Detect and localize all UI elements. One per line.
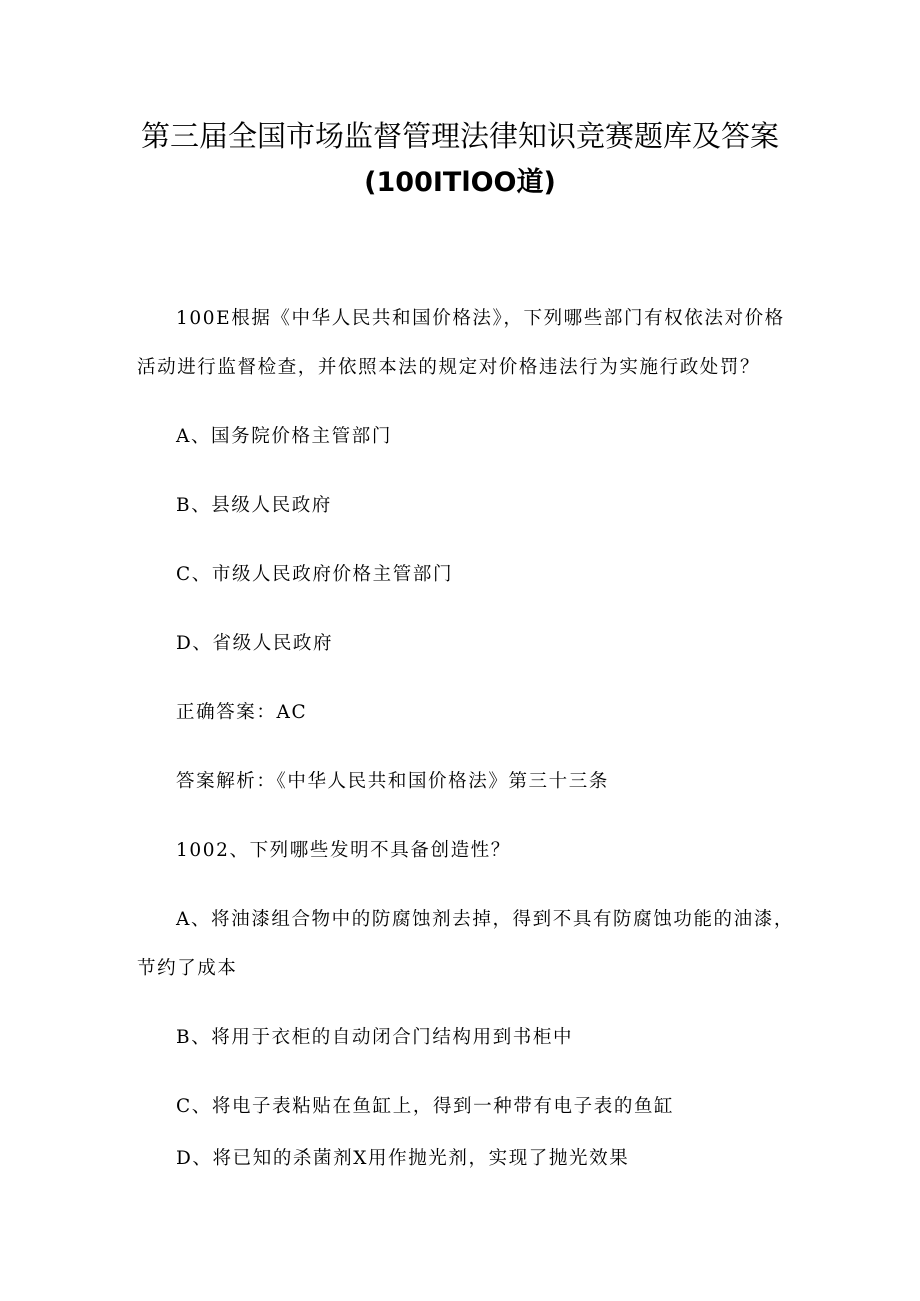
question-1-option-d: D、省级人民政府 xyxy=(176,633,334,654)
question-1-answer: 正确答案：AC xyxy=(176,702,308,723)
question-1-explanation: 答案解析：《中华人民共和国价格法》第三十三条 xyxy=(176,771,609,792)
question-2-option-a-line-2: 节约了成本 xyxy=(137,958,238,979)
question-1-option-a: A、国务院价格主管部门 xyxy=(176,426,392,447)
document-title: 第三届全国市场监督管理法律知识竞赛题库及答案 xyxy=(140,119,779,153)
document-subtitle: (100ITlOO道) xyxy=(364,167,556,198)
question-1-option-c: C、市级人民政府价格主管部门 xyxy=(176,564,454,585)
question-1-stem-line-2: 活动进行监督检查，并依照本法的规定对价格违法行为实施行政处罚？ xyxy=(137,357,761,378)
question-1-stem-line-1: 100E根据《中华人民共和国价格法》，下列哪些部门有权依法对价格 xyxy=(176,308,785,329)
question-2-stem: 1002、下列哪些发明不具备创造性？ xyxy=(176,840,511,861)
question-2-option-a-line-1: A、将油漆组合物中的防腐蚀剂去掉，得到不具有防腐蚀功能的油漆， xyxy=(176,909,794,930)
question-2-option-c: C、将电子表粘贴在鱼缸上，得到一种带有电子表的鱼缸 xyxy=(176,1096,675,1117)
question-2-option-d: D、将已知的杀菌剂X用作抛光剂，实现了抛光效果 xyxy=(176,1148,630,1169)
question-1-option-b: B、县级人民政府 xyxy=(176,495,332,516)
question-2-option-b: B、将用于衣柜的自动闭合门结构用到书柜中 xyxy=(176,1027,574,1048)
